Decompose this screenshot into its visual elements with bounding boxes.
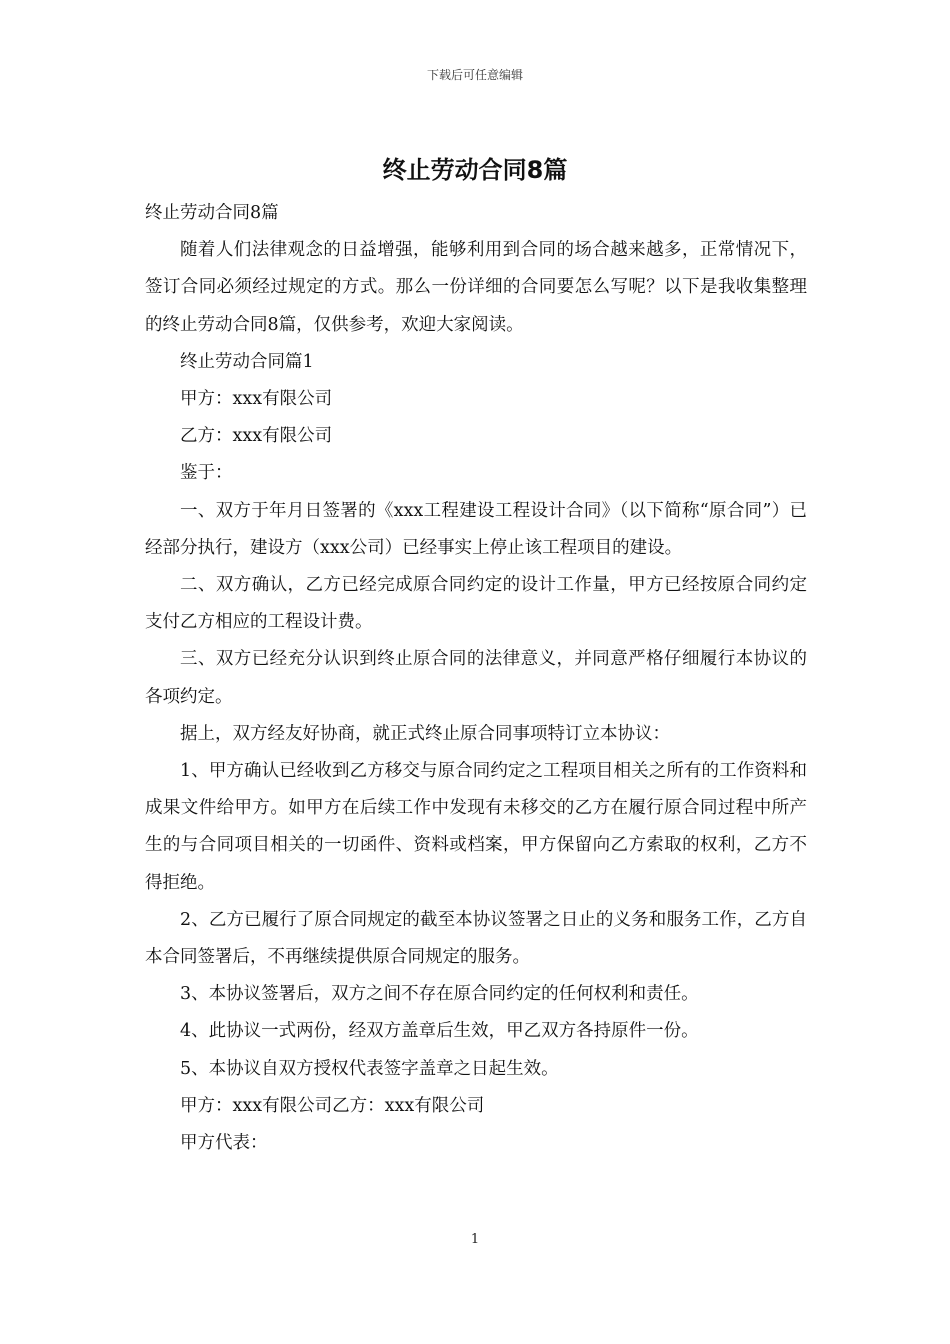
body-paragraph: 二、双方确认，乙方已经完成原合同约定的设计工作量，甲方已经按原合同约定支付乙方相应的工程设计费。 bbox=[145, 575, 807, 633]
body-paragraph: 三、双方已经充分认识到终止原合同的法律意义，并同意严格仔细履行本协议的各项约定。 bbox=[145, 649, 807, 707]
body-paragraph: 2、乙方已履行了原合同规定的截至本协议签署之日止的义务和服务工作，乙方自本合同签署后，不再继续提供原合同规定的服务。 bbox=[145, 909, 807, 968]
body-paragraph: 1、甲方确认已经收到乙方移交与原合同约定之工程项目相关之所有的工作资料和成果文件给甲方。如甲方在后续工作中发现有未移交的乙方在履行原合同过程中所产生的与合同项目相关的一切函件、资料或档案，甲方保留向乙方索取的权利，乙方不得拒绝。 bbox=[145, 761, 807, 893]
body-paragraph: 鉴于： bbox=[180, 463, 233, 484]
body-paragraph: 5、本协议自双方授权代表签字盖章之日起生效。 bbox=[180, 1058, 559, 1079]
header-note: 下载后可任意编辑 bbox=[426, 68, 523, 82]
body-paragraph: 终止劳动合同篇1 bbox=[180, 351, 314, 372]
body-paragraph: 终止劳动合同8篇 bbox=[145, 203, 279, 223]
body-paragraph: 甲方：xxx有限公司 bbox=[180, 389, 333, 410]
document-body bbox=[145, 195, 807, 1162]
page-number: 1 bbox=[470, 1232, 480, 1247]
body-paragraph: 乙方：xxx有限公司 bbox=[180, 426, 333, 447]
body-paragraph: 甲方代表： bbox=[180, 1133, 268, 1154]
body-paragraph: 甲方：xxx有限公司乙方：xxx有限公司 bbox=[180, 1095, 485, 1116]
body-paragraph: 据上，双方经友好协商，就正式终止原合同事项特订立本协议： bbox=[180, 723, 670, 744]
document-title: 终止劳动合同8篇 bbox=[382, 156, 568, 184]
body-paragraph: 一、双方于年月日签署的《xxx工程建设工程设计合同》（以下简称“原合同”）已经部分执行，建设方（xxx公司）已经事实上停止该工程项目的建设。 bbox=[145, 500, 807, 558]
body-paragraph: 随着人们法律观念的日益增强，能够利用到合同的场合越来越多，正常情况下，签订合同必须经过规定的方式。那么一份详细的合同要怎么写呢？以下是我收集整理的终止劳动合同8篇，仅供参考，欢迎大家阅读。 bbox=[145, 240, 807, 335]
body-paragraph: 4、此协议一式两份，经双方盖章后生效，甲乙双方各持原件一份。 bbox=[180, 1021, 699, 1042]
body-paragraph: 3、本协议签署后，双方之间不存在原合同约定的任何权利和责任。 bbox=[180, 984, 699, 1005]
